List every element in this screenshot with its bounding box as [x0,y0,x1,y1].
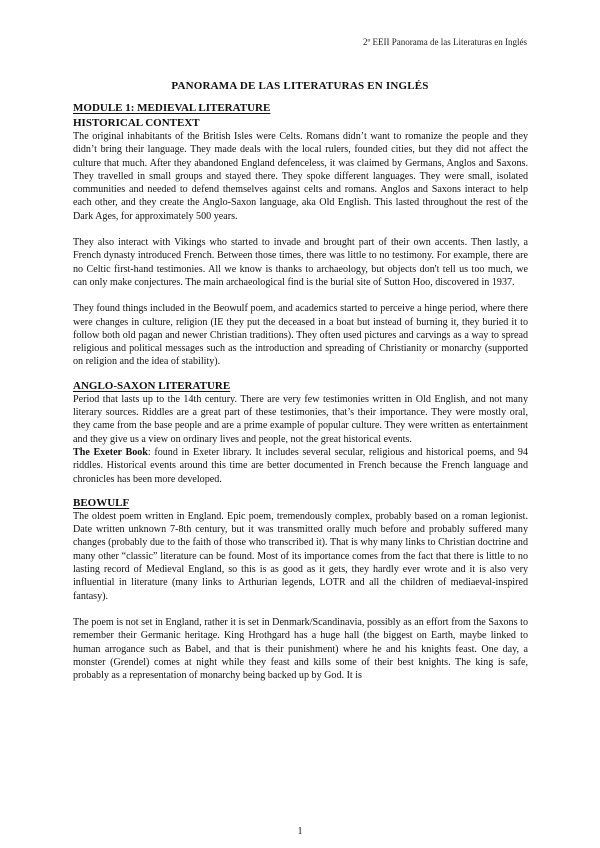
document-body [73,100,528,682]
anglo-saxon-paragraph-1: Period that lasts up to the 14th century. There are very few testimonies written in Old English, and not many literary sources. Riddles are a great part of these testimonies, that’s their importance. They were mostly oral, they came from the base people and are a prime example of popular culture. They were written as entertainment and they give us a view on ordinary lives and people, not the great historical events. [73,393,528,445]
beowulf-paragraph-1: The oldest poem written in England. Epic poem, tremendously complex, probably based on a roman legionist. Date written unknown 7-8th century, but it was transmitted orally much before and probably suffered many changes (probably due to the faith of those who transcribed it). That is why many links to Christian doctrine and many other “classic” literature can be found. Most of its importance comes from the fact that there is little to no lasting record of Medieval England, so this is as good as it gets, they hardly ever wrote and it is also very influential in literature (many links to Arthurian legends, LOTR and all the children of mediaeval-inspired fantasy). [73,510,528,602]
historical-paragraph-2: They also interact with Vikings who started to invade and brought part of their own accents. Then lastly, a French dynasty introduced French. Between those times, there was little to no testimony. For example, there are no Celtic first-hand testimonies. All we know is thanks to archaeology, but objects don't tell us too much, we can only make conjectures. The main archaeological find is the burial site of Sutton Hoo, discovered in 1937. [73,237,528,288]
page-number: 1 [297,826,303,837]
exeter-book-text: : found in Exeter library. It includes several secular, religious and historical poems, and 94 riddles. Historical events around this time are better documented in French because the French language and chronicles has been more developed. [73,446,528,485]
exeter-book-label: The Exeter Book [73,446,148,458]
historical-paragraph-1: The original inhabitants of the British Isles were Celts. Romans didn’t want to romanize the people and they didn’t bring their language. They made deals with the local rulers, founded cities, but they did not affect the culture that much. After they abandoned England defenceless, it was claimed by Germans, Anglos and Saxons. They travelled in small groups and stayed there. They spoke different languages. They were small, isolated communities and needed to defend themselves against celts and romans. Anglos and Saxons interact to help each other, and they create the Anglo-Saxon language, aka Old English. This lasted throughout the rest of the Dark Ages, for approximately 500 years. [73,131,528,222]
running-header: 2º EEII Panorama de las Literaturas en Inglés [363,37,527,47]
historical-paragraph-3: They found things included in the Beowulf poem, and academics started to perceive a hinge period, where there were changes in culture, religion (IE they put the deceased in a boat but instead of burning it, they buried it to follow both old pagan and newer Christian traditions). They often used pictures and carvings as a way to spread religious and political messages such as the introduction and spreading of Christianity or monarchy (supported on religion and the idea of stability). [73,303,528,368]
anglo-saxon-heading: ANGLO-SAXON LITERATURE [73,379,231,392]
page-title: PANORAMA DE LAS LITERATURAS EN INGLÉS [171,80,429,92]
beowulf-paragraph-2: The poem is not set in England, rather it is set in Denmark/Scandinavia, possibly as an effort from the Saxons to remember their Germanic heritage. King Hrothgard has a huge hall (the biggest on Earth, maybe linked to human arrogance such as Babel, and that is their punishment) where he and his knights feast. One day, a monster (Grendel) comes at night while they feast and kills some of their best knights. The king is safe, probably as a representation of monarchy being backed up by God. It is [73,616,528,682]
historical-context-heading: HISTORICAL CONTEXT [73,117,200,129]
exeter-book-paragraph [73,446,528,486]
module-heading: MODULE 1: MEDIEVAL LITERATURE [73,102,271,114]
beowulf-heading: BEOWULF [73,496,130,509]
